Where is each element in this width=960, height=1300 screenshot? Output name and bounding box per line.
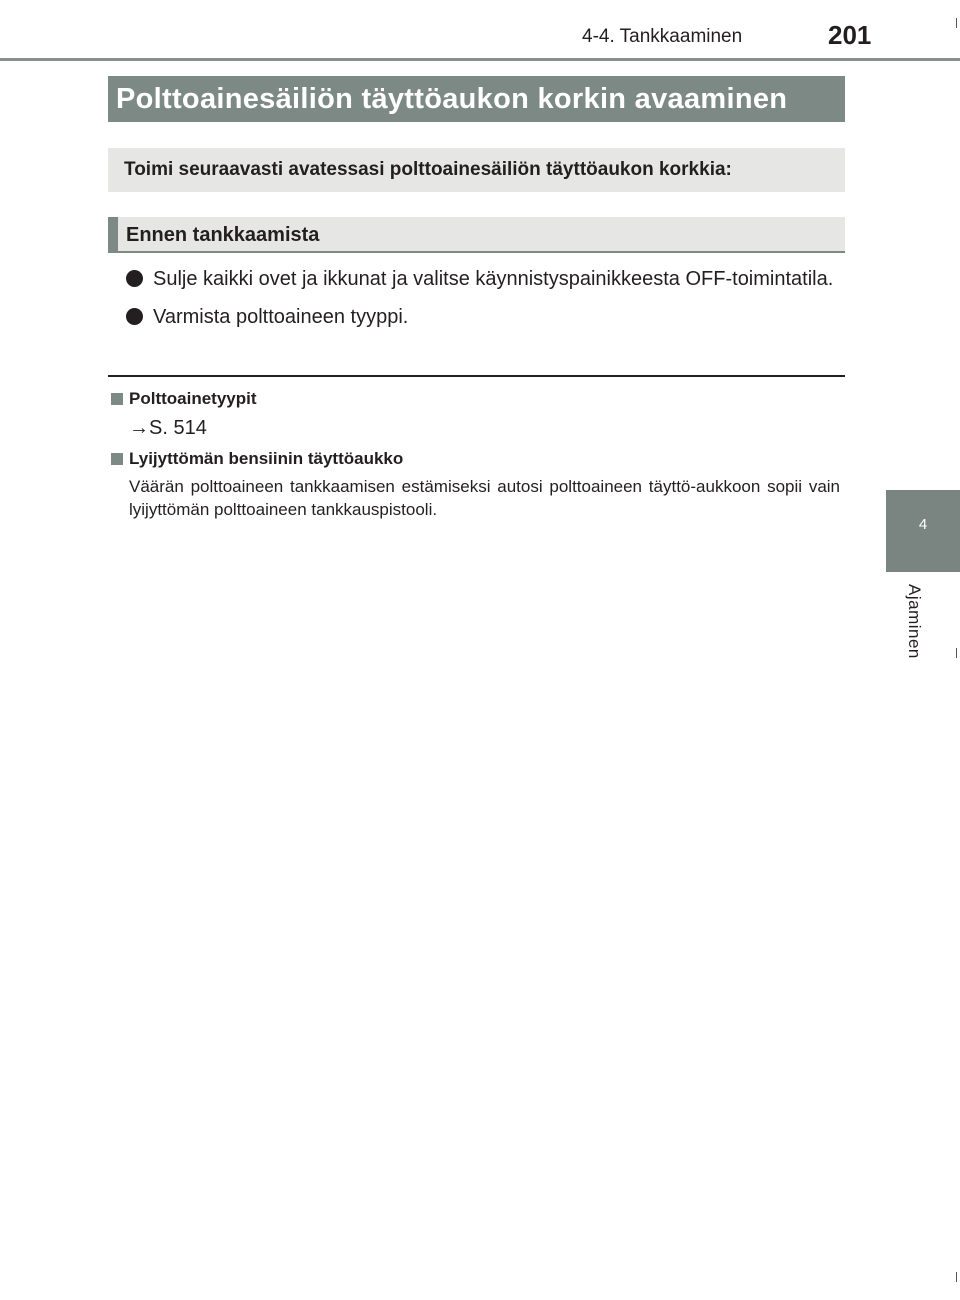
note-unleaded-filler xyxy=(110,449,840,521)
section-title: Polttoainesäiliön täyttöaukon korkin avaaminen xyxy=(116,83,788,115)
note-fuel-types xyxy=(110,389,840,441)
page-number: 201 xyxy=(828,20,872,50)
note-heading-text: Polttoainetyypit xyxy=(129,389,257,408)
subsection-heading: Ennen tankkaamista xyxy=(126,224,320,246)
instruction-list xyxy=(124,264,840,340)
list-item-text: Sulje kaikki ovet ja ikkunat ja valitse käynnistyspainikkeesta OFF-toimintatila. xyxy=(153,268,834,290)
list-item-text: Varmista polttoaineen tyyppi. xyxy=(153,306,409,328)
crop-mark-top xyxy=(956,18,957,28)
note-body: Väärän polttoaineen tankkaamisen estämiseksi autosi polttoaineen täyttö-aukkoon sopii vain lyijyttömän polttoaineen tankkauspistooli. xyxy=(129,477,840,519)
square-bullet-icon xyxy=(111,453,123,465)
note-heading-text: Lyijyttömän bensiinin täyttöaukko xyxy=(129,449,404,468)
crop-mark-middle xyxy=(956,648,957,658)
chapter-number: 4 xyxy=(918,516,928,533)
square-bullet-icon xyxy=(111,393,123,405)
subsection-heading-bar xyxy=(108,217,845,253)
intro-text: Toimi seuraavasti avatessasi polttoainesäiliön täyttöaukon korkkia: xyxy=(124,159,732,180)
bullet-icon xyxy=(126,308,143,325)
chapter-tab xyxy=(886,490,960,572)
crop-mark-bottom xyxy=(956,1272,957,1282)
note-heading xyxy=(110,449,840,469)
page-reference: →S. 514 xyxy=(129,417,207,439)
header-rule xyxy=(0,58,960,61)
intro-box xyxy=(108,148,845,192)
section-divider xyxy=(108,375,845,377)
chapter-label: Ajaminen xyxy=(905,584,924,659)
list-item xyxy=(124,264,840,294)
list-item xyxy=(124,302,840,332)
bullet-icon xyxy=(126,270,143,287)
note-heading xyxy=(110,389,840,409)
header-section-title: 4-4. Tankkaaminen xyxy=(582,26,743,47)
section-title-bar xyxy=(108,76,845,122)
